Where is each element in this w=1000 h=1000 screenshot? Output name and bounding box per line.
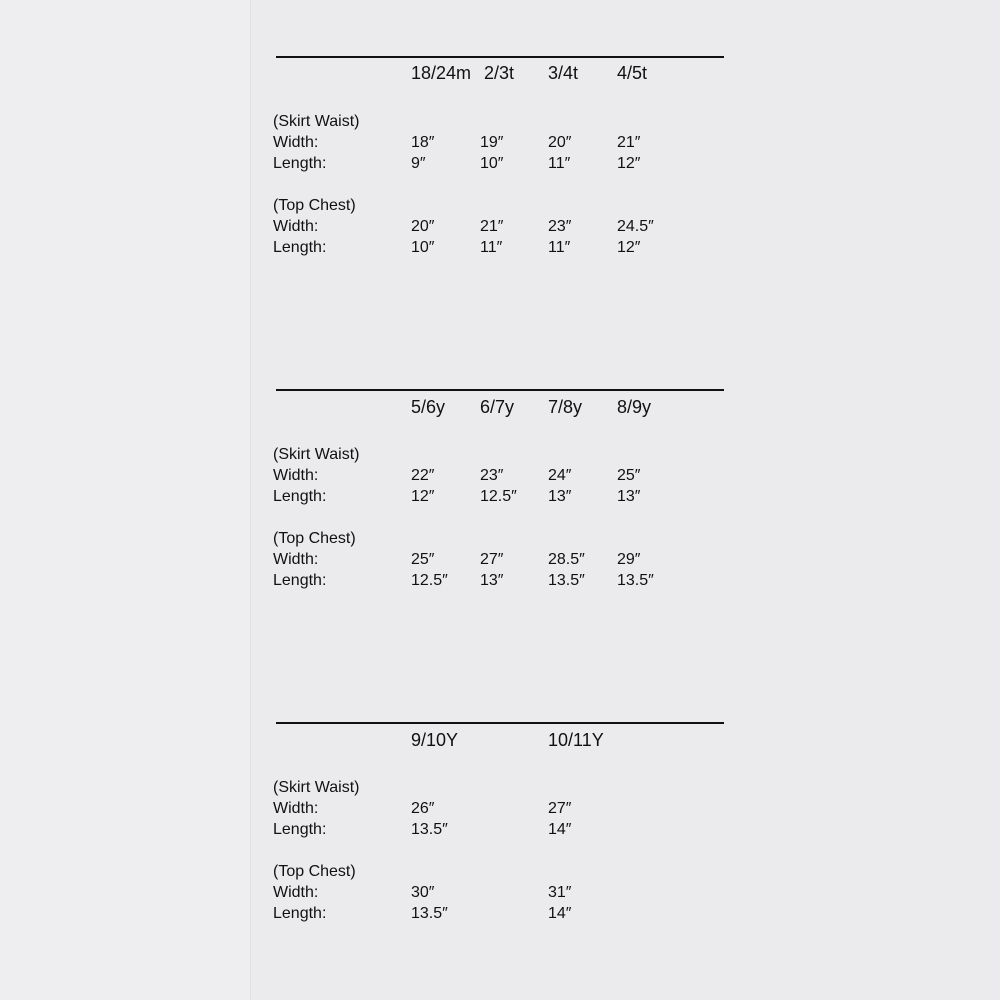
width-label: Width: [273, 134, 319, 151]
skirt-width-value: 25″ [617, 467, 641, 484]
section-divider [276, 722, 724, 724]
skirt-width-value: 22″ [411, 467, 435, 484]
skirt-width-value: 20″ [548, 134, 572, 151]
width-label: Width: [273, 218, 319, 235]
length-label: Length: [273, 488, 327, 505]
skirt-length-value: 9″ [411, 155, 426, 172]
top-width-value: 20″ [411, 218, 435, 235]
size-header: 9/10Y [411, 730, 459, 750]
top-length-value: 10″ [411, 239, 435, 256]
skirt-length-value: 10″ [480, 155, 504, 172]
top-width-value: 24.5″ [617, 218, 654, 235]
length-label: Length: [273, 155, 327, 172]
skirt-waist-title: (Skirt Waist) [273, 113, 360, 130]
skirt-length-value: 13″ [548, 488, 572, 505]
length-label: Length: [273, 905, 327, 922]
size-header: 18/24m [411, 63, 472, 83]
skirt-width-value: 24″ [548, 467, 572, 484]
width-label: Width: [273, 884, 319, 901]
skirt-width-value: 27″ [548, 800, 572, 817]
length-label: Length: [273, 572, 327, 589]
length-label: Length: [273, 821, 327, 838]
top-width-value: 30″ [411, 884, 435, 901]
top-length-value: 12″ [617, 239, 641, 256]
top-width-value: 25″ [411, 551, 435, 568]
section-divider [276, 56, 724, 58]
skirt-width-value: 26″ [411, 800, 435, 817]
skirt-length-value: 14″ [548, 821, 572, 838]
top-length-value: 13.5″ [411, 905, 448, 922]
width-label: Width: [273, 467, 319, 484]
size-header: 6/7y [480, 397, 515, 417]
top-length-value: 11″ [480, 239, 503, 256]
skirt-width-value: 23″ [480, 467, 504, 484]
top-width-value: 29″ [617, 551, 641, 568]
top-chest-title: (Top Chest) [273, 530, 356, 547]
top-length-value: 13″ [480, 572, 504, 589]
skirt-width-value: 21″ [617, 134, 641, 151]
size-header: 3/4t [548, 63, 579, 83]
skirt-width-value: 19″ [480, 134, 504, 151]
top-width-value: 31″ [548, 884, 572, 901]
skirt-waist-title: (Skirt Waist) [273, 446, 360, 463]
skirt-length-value: 11″ [548, 155, 571, 172]
size-header: 8/9y [617, 397, 652, 417]
skirt-length-value: 13.5″ [411, 821, 448, 838]
width-label: Width: [273, 551, 319, 568]
size-header: 4/5t [617, 63, 648, 83]
top-length-value: 13.5″ [617, 572, 654, 589]
top-width-value: 27″ [480, 551, 504, 568]
top-length-value: 11″ [548, 239, 571, 256]
skirt-length-value: 12″ [617, 155, 641, 172]
size-header: 5/6y [411, 397, 446, 417]
length-label: Length: [273, 239, 327, 256]
size-header: 7/8y [548, 397, 583, 417]
top-length-value: 14″ [548, 905, 572, 922]
top-chest-title: (Top Chest) [273, 197, 356, 214]
skirt-length-value: 12.5″ [480, 488, 517, 505]
size-header: 2/3t [484, 63, 515, 83]
top-width-value: 23″ [548, 218, 572, 235]
skirt-waist-title: (Skirt Waist) [273, 779, 360, 796]
top-length-value: 13.5″ [548, 572, 585, 589]
top-width-value: 28.5″ [548, 551, 585, 568]
skirt-length-value: 12″ [411, 488, 435, 505]
width-label: Width: [273, 800, 319, 817]
top-length-value: 12.5″ [411, 572, 448, 589]
size-header: 10/11Y [548, 730, 604, 750]
skirt-length-value: 13″ [617, 488, 641, 505]
left-background-strip [0, 0, 251, 1000]
top-chest-title: (Top Chest) [273, 863, 356, 880]
top-width-value: 21″ [480, 218, 504, 235]
skirt-width-value: 18″ [411, 134, 435, 151]
section-divider [276, 389, 724, 391]
